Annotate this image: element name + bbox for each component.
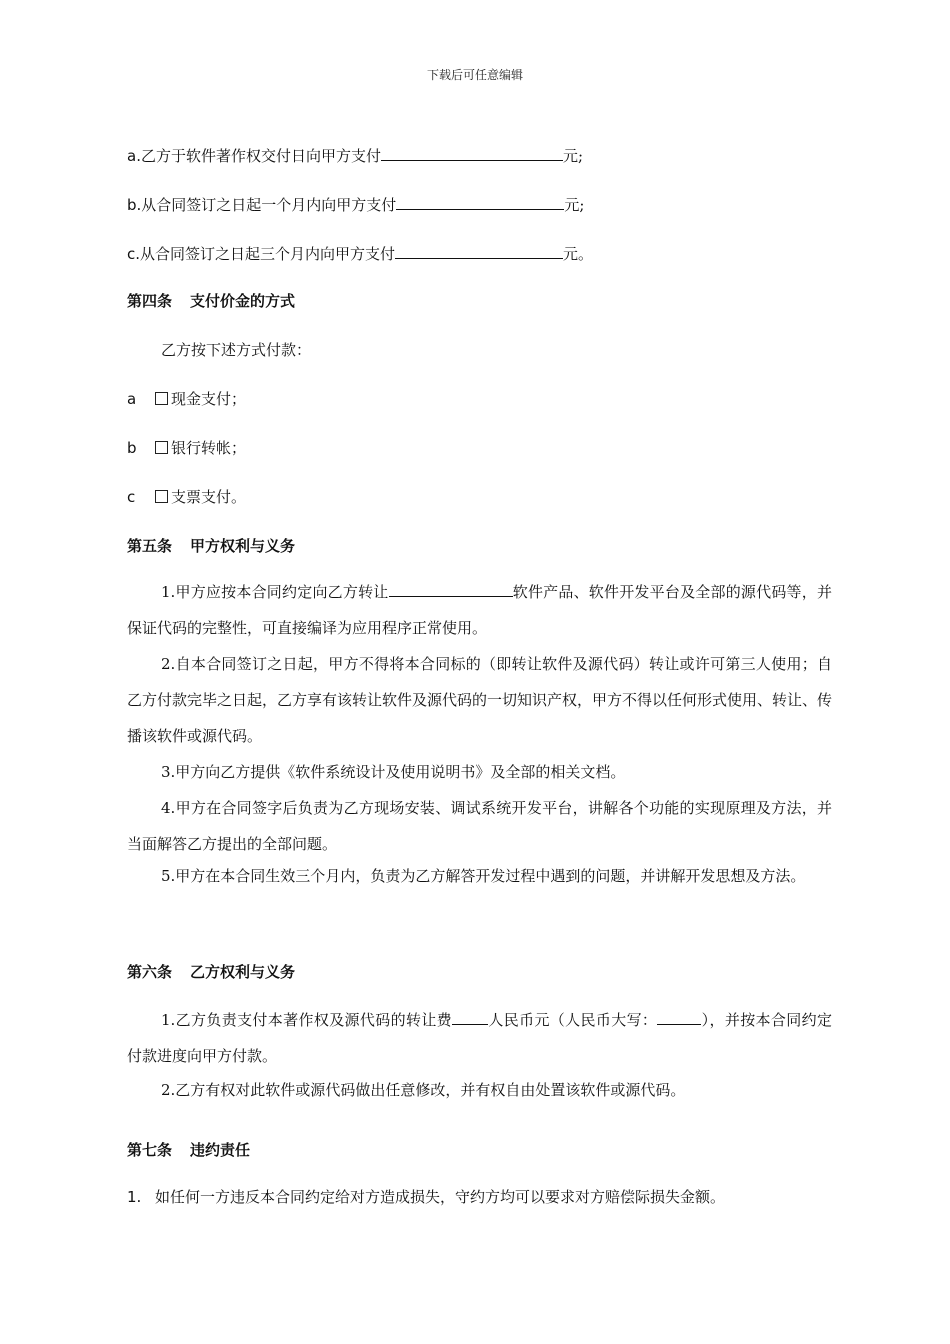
payment-suffix: 元;: [564, 196, 585, 214]
item-text: 1.甲方应按本合同约定向乙方转让: [161, 583, 389, 601]
payment-prefix: c.: [127, 245, 141, 263]
option-marker: b: [127, 439, 137, 457]
amount-blank: [381, 144, 563, 161]
payment-text: 从合同签订之日起三个月内向甲方支付: [140, 245, 396, 263]
fee-uppercase-blank: [657, 1008, 701, 1025]
payment-option-check: [127, 487, 246, 507]
checkbox-icon[interactable]: [155, 392, 168, 405]
option-marker: a: [127, 390, 137, 408]
payment-prefix: a.: [127, 147, 141, 165]
article-number: 第四条: [127, 292, 173, 310]
item-text: 软件产品、软件开发平台及全部的源代码等，并保证代码的完整性，可直接编译为应用程序正常使用。: [127, 583, 832, 637]
article-number: 第五条: [127, 537, 173, 555]
payment-option-bank: [127, 438, 246, 458]
option-label: 现金支付；: [171, 390, 247, 408]
payment-text: 乙方于软件著作权交付日向甲方支付: [140, 147, 381, 165]
article-7-heading: [127, 1140, 250, 1160]
article-title: 支付价金的方式: [190, 292, 296, 310]
article-4-heading: [127, 291, 295, 311]
article-5-heading: [127, 536, 295, 556]
article-title: 乙方权利与义务: [190, 963, 296, 981]
payment-prefix: b.: [127, 196, 142, 214]
article-title: 违约责任: [190, 1141, 251, 1159]
article-7-item-1: [127, 1187, 725, 1207]
item-number: 1.: [127, 1188, 142, 1206]
article-5-item-1: [127, 574, 832, 646]
article-6-item-2: 2.乙方有权对此软件或源代码做出任意修改，并有权自由处置该软件或源代码。: [161, 1081, 686, 1099]
software-name-blank: [389, 580, 513, 597]
fee-blank: [452, 1008, 488, 1025]
payment-line-a: [127, 144, 583, 166]
article-5-item-3: 3.甲方向乙方提供《软件系统设计及使用说明书》及全部的相关文档。: [161, 763, 626, 781]
amount-blank: [396, 193, 564, 210]
article-title: 甲方权利与义务: [190, 537, 296, 555]
payment-line-b: [127, 193, 584, 215]
article-5-item-2: 2.自本合同签订之日起，甲方不得将本合同标的（即转让软件及源代码）转让或许可第三人使用；自乙方付款完毕之日起，乙方享有该转让软件及源代码的一切知识产权，甲方不得以任何形式使用、转让、传播该软件或源代码。: [127, 655, 833, 745]
payment-text: 从合同签订之日起一个月内向甲方支付: [141, 196, 397, 214]
option-marker: c: [127, 488, 136, 506]
option-label: 银行转帐；: [171, 439, 247, 457]
article-6-item-1: [127, 1002, 832, 1074]
article-number: 第六条: [127, 963, 173, 981]
page-header: 下载后可任意编辑: [426, 68, 523, 82]
checkbox-icon[interactable]: [155, 441, 168, 454]
article-5-item-5: 5.甲方在本合同生效三个月内，负责为乙方解答开发过程中遇到的问题，并讲解开发思想及方法。: [161, 867, 806, 885]
payment-line-c: [127, 242, 593, 264]
amount-blank: [395, 242, 563, 259]
item-text: ），并按本合同约定付款进度向甲方付款。: [127, 1011, 832, 1065]
payment-suffix: 元。: [563, 245, 594, 263]
item-text: 如任何一方违反本合同约定给对方造成损失，守约方均可以要求对方赔偿际损失金额。: [155, 1188, 726, 1206]
article-number: 第七条: [127, 1141, 173, 1159]
checkbox-icon[interactable]: [155, 490, 168, 503]
article-4-intro: 乙方按下述方式付款：: [161, 341, 312, 359]
option-label: 支票支付。: [171, 488, 247, 506]
item-text: 人民币元（人民币大写：: [488, 1011, 658, 1029]
item-text: 1.乙方负责支付本著作权及源代码的转让费: [161, 1011, 453, 1029]
article-5-item-4: 4.甲方在合同签字后负责为乙方现场安装、调试系统开发平台，讲解各个功能的实现原理及方法，并当面解答乙方提出的全部问题。: [127, 799, 832, 853]
article-6-heading: [127, 962, 295, 982]
payment-suffix: 元;: [562, 147, 584, 165]
payment-option-cash: [127, 389, 246, 409]
